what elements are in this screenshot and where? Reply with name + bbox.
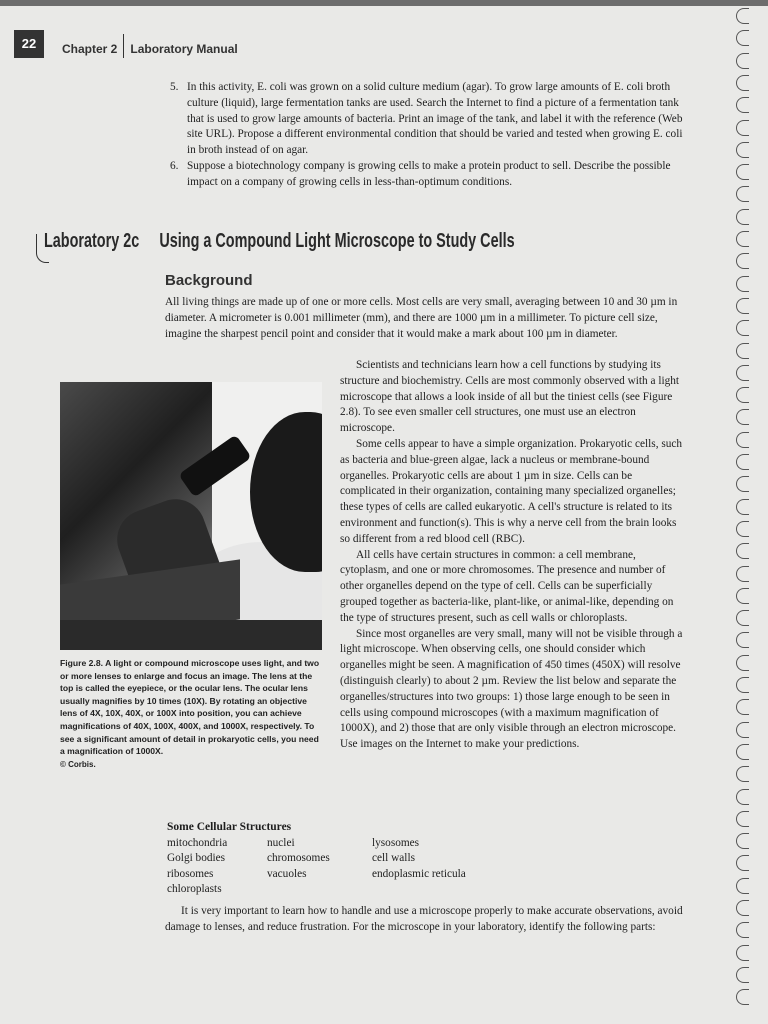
background-heading: Background [165,272,253,289]
binding-ring [736,655,749,671]
spiral-binding [728,0,768,1024]
binding-ring [736,945,749,961]
binding-ring [736,276,749,292]
binding-ring [736,186,749,202]
binding-ring [736,766,749,782]
binding-ring [736,476,749,492]
structure-item: lysosomes [372,837,420,849]
binding-ring [736,343,749,359]
binding-ring [736,409,749,425]
photo-credit: © Corbis. [60,759,96,769]
lab-label: Laboratory 2c [44,230,140,252]
binding-ring [736,878,749,894]
structures-column [372,836,466,882]
binding-ring [736,8,749,24]
binding-ring [736,120,749,136]
body-paragraph: Some cells appear to have a simple organization. Prokaryotic cells, such as bacteria and blue-green algae, lack a nucleus or membrane-bound organelles. Prokaryotic cells are about 1 µm in size. Cells can be complicated in their organization, containing many specialized organelles; these types of cells are called eukaryotic. A cell's structure is related to its environment and function(s). This is why a nerve cell from the brain looks so different from a red blood cell (RBC). [340,437,683,545]
binding-ring [736,543,749,559]
lab-heading [44,230,515,253]
structure-item: nuclei [267,837,295,849]
binding-ring [736,432,749,448]
binding-ring [736,97,749,113]
binding-ring [736,811,749,827]
binding-ring [736,164,749,180]
body-paragraph: All cells have certain structures in common: a cell membrane, cytoplasm, and one or more chromosomes. The presence and number of other organelles depend on the type of cell. Cells can be superficially grouped together as bacteria-like, plant-like, or animal-like, depending on the type of structures present, such as cell walls or chloroplasts. [340,548,674,624]
figure-label: Figure 2.8. [60,658,103,668]
binding-ring [736,298,749,314]
binding-ring [736,789,749,805]
manual-label: Laboratory Manual [130,42,238,57]
question-list [170,80,690,191]
closing-paragraph: It is very important to learn how to handle and use a microscope properly to make accurate observations, avoid damage to lenses, and reduce frustration. For the microscope in your laboratory, identify the following parts: [165,905,683,933]
binding-ring [736,610,749,626]
binding-ring [736,967,749,983]
question-number: 5. [170,81,179,93]
microscope-photo [60,382,322,650]
binding-ring [736,677,749,693]
binding-ring [736,566,749,582]
binding-ring [736,30,749,46]
lab-title: Using a Compound Light Microscope to Study Cells [159,230,515,252]
question-item [170,159,690,191]
body-paragraph: Scientists and technicians learn how a cell functions by studying its structure and biochemistry. Cells are most commonly observed with a light microscope that allows a look inside of all but the tiniest cells (see Figure 2.8). To see even smaller cell structures, one must use an electron microscope. [340,359,680,435]
figure-caption-text: A light or compound microscope uses light, and two or more lenses to enlarge and focus an image. The lens at the top is called the eyepiece, or the ocular lens. The ocular lens usually magnifies by 10 times (10X). By rotating an objective lens of 4X, 10X, 40X, or 100X into position, you can achieve magnifications of 40X, 100X, 400X, and 1000X, respectively. To see a significant amount of detail in prokaryotic cells, you need a magnification of 1000X. [60,658,320,757]
body-paragraph: Since most organelles are very small, many will not be visible through a light microscope. When observing cells, one should consider which organelles might be seen. A magnification of 450 times (450X) will resolve (distinguish clearly) to about 2 µm. Review the list below and separate the organelles/structures into two groups: 1) those large enough to be seen in cells using compound microscopes (with a maximum magnification of 1000X), and 2) those that are only visible through an electron microscope. Use images on the Internet to make your predictions. [340,627,683,751]
running-header [62,38,238,62]
question-number: 6. [170,159,179,172]
binding-ring [736,744,749,760]
question-text: Suppose a biotechnology company is growing cells to make a protein product to sell. Describe the possible impact on a company of growing cells in less-than-optimum conditions. [187,159,671,188]
binding-ring [736,499,749,515]
body-column [340,358,685,753]
structures-column [267,836,330,882]
binding-ring [736,833,749,849]
structure-item: ribosomes [167,867,214,880]
structures-column [167,836,227,897]
question-item [170,80,690,159]
binding-ring [736,855,749,871]
chapter-label: Chapter 2 [62,42,118,57]
structure-item: endoplasmic reticula [372,867,466,880]
binding-ring [736,253,749,269]
binding-ring [736,142,749,158]
binding-ring [736,722,749,738]
binding-ring [736,231,749,247]
binding-ring [736,75,749,91]
intro-paragraph: All living things are made up of one or more cells. Most cells are very small, averaging between 10 and 30 µm in diameter. A micrometer is 0.001 millimeter (mm), and there are 1000 µm in a millimeter. To picture cell size, imagine the sharpest pencil point and consider that it would make a mark about 100 µm in diameter. [165,296,678,340]
binding-ring [736,632,749,648]
structure-item: chromosomes [267,852,330,865]
header-divider [123,34,124,58]
structure-item: chloroplasts [167,882,222,895]
binding-ring [736,699,749,715]
binding-ring [736,320,749,336]
binding-ring [736,588,749,604]
question-text: In this activity, E. coli was grown on a solid culture medium (agar). To grow large amounts of E. coli broth culture (liquid), large fermentation tanks are used. Search the Internet to find a picture of a fermentation tank that is used to grow large amounts of bacteria. Print an image of the tank, and label it with the reference (Web site URL). Propose a different environmental condition that should be varied and tested when growing E. coli in broth instead of on agar. [187,81,683,157]
page-number: 22 [14,30,44,58]
figure-caption [60,657,322,771]
binding-ring [736,922,749,938]
binding-ring [736,900,749,916]
structure-item: vacuoles [267,867,307,880]
structures-heading: Some Cellular Structures [167,821,292,833]
binding-ring [736,521,749,537]
binding-ring [736,989,749,1005]
binding-ring [736,454,749,470]
top-edge [0,0,768,6]
structure-item: Golgi bodies [167,852,226,865]
binding-ring [736,387,749,403]
structure-item: cell walls [372,852,415,865]
structure-item: mitochondria [167,837,228,849]
binding-ring [736,209,749,225]
binding-ring [736,365,749,381]
binding-ring [736,53,749,69]
